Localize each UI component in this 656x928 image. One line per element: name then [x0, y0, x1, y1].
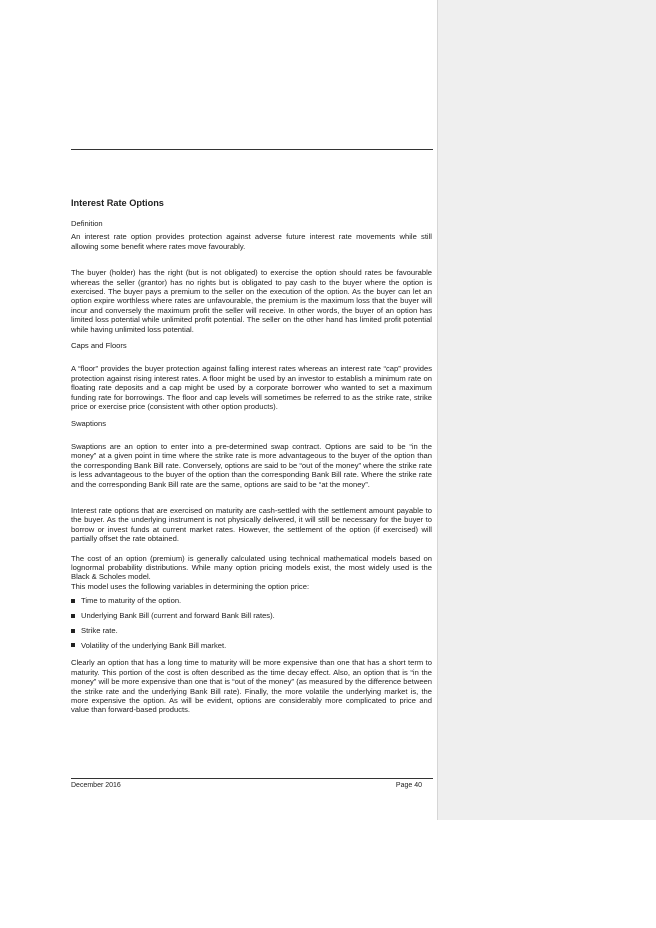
bullet-square-icon — [71, 629, 75, 633]
footer-rule — [71, 778, 433, 779]
header-rule — [71, 149, 433, 150]
caps-floors-paragraph: A “floor” provides the buyer protection against falling interest rates whereas an interest rate “cap” provides protection against rising interest rates. A floor might be used by an investor to establish a minimum rate on floating rate deposits and a cap might be used by a corporate borrower who wanted to set a maximum funding rate for borrowings. The floor and cap levels will sometimes be referred to as the strike rate, strike price or exercise price (consistent with other option products). — [71, 364, 432, 412]
list-item: Strike rate. — [71, 626, 432, 635]
footer-date: December 2016 — [71, 782, 121, 789]
footer-page-number: Page 40 — [395, 782, 422, 789]
list-item: Volatility of the underlying Bank Bill market. — [71, 641, 432, 650]
closing-paragraph: Clearly an option that has a long time to maturity will be more expensive than one that has a short term to maturity. This portion of the cost is often described as the time decay effect. Also, an option that is “in the money” will be more expensive than one that is “out of the money” (as measured by the difference between the strike rate and the underlying Bank Bill rate). Finally, the more volatile the underlying market is, the more expensive the option. As will be evident, options are considerably more complicated to price and value than forward-based products. — [71, 658, 432, 715]
swaptions-paragraph-3: The cost of an option (premium) is generally calculated using technical mathematical models based on lognormal probability distributions. While many option pricing models exist, the most widely used is the Black & Scholes model. — [71, 553, 432, 582]
variables-intro: This model uses the following variables in determining the option price: — [71, 581, 310, 591]
bullet-square-icon — [71, 643, 75, 647]
variables-list — [71, 596, 432, 650]
swaptions-paragraph-2: Interest rate options that are exercised on maturity are cash-settled with the settlement amount payable to the buyer. As the underlying instrument is not physically delivered, it will still be necessary for the buyer to borrow or invest funds at current market rates. However, the settlement of the option (if exercised) will partially offset the rate obtained. — [71, 505, 432, 544]
list-item: Underlying Bank Bill (current and forward Bank Bill rates). — [71, 611, 432, 620]
list-item: Time to maturity of the option. — [71, 596, 432, 605]
bullet-square-icon — [71, 614, 75, 618]
caps-floors-heading: Caps and Floors — [71, 341, 127, 351]
page-footer — [71, 782, 422, 789]
document-body — [71, 197, 432, 722]
definition-heading: Definition — [71, 219, 103, 228]
section-title: Interest Rate Options — [71, 198, 164, 208]
definition-paragraph-2: The buyer (holder) has the right (but is not obligated) to exercise the option should rates be favourable whereas the seller (grantor) has no rights but is obligated to pay cash to the buyer where the option is exercised. The buyer pays a premium to the seller on the execution of the option. As the buyer can let an option expire worthless where rates are unfavourable, the premium is the maximum loss that the buyer will incur and conversely the maximum profit the seller will receive. In other words, the buyer of an option has limited loss potential while unlimited profit potential. The seller on the other hand has limited profit potential while having unlimited loss potential. — [71, 268, 432, 334]
definition-paragraph-1: An interest rate option provides protection against adverse future interest rate movements while still allowing some benefit where rates move favourably. — [71, 232, 432, 251]
comment-margin-pane — [437, 0, 656, 820]
bullet-square-icon — [71, 599, 75, 603]
swaptions-paragraph-1: Swaptions are an option to enter into a pre-determined swap contract. Options are said to be “in the money” at a given point in time where the strike rate is more advantageous to the buyer of the option than the corresponding Bank Bill rate. Conversely, options are said to be “out of the money” where the strike rate is less advantageous to the buyer of the option than the corresponding Bank Bill rate. Where the strike rate and the corresponding Bank Bill rate are the same, options are said to be “at the money”. — [71, 441, 432, 489]
swaptions-heading: Swaptions — [71, 418, 107, 428]
